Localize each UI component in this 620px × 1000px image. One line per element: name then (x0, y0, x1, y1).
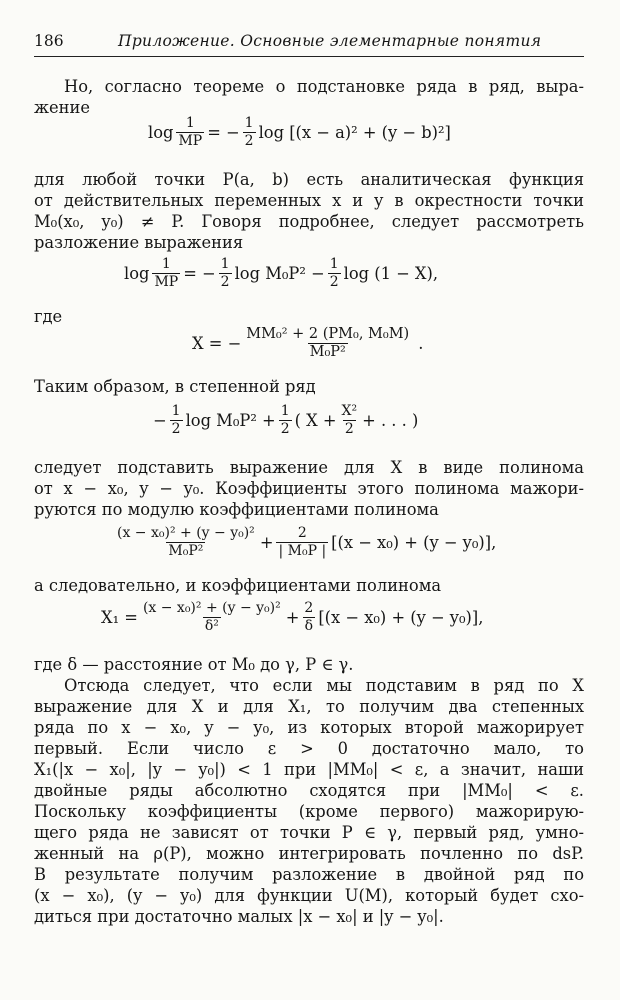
denominator: 2 (329, 274, 339, 290)
formula-text: + . . . ) (362, 411, 419, 430)
denominator: 2 (171, 421, 181, 437)
text-line: ряда по x − x₀, y − y₀, из которых второй мажорирует (34, 718, 584, 737)
text-line: разложение выражения (34, 233, 244, 252)
text-line: X₁(|x − x₀|, |y − y₀|) < 1 при |MM₀| < ε, а значит, наши (34, 760, 584, 779)
numerator: 1 (280, 403, 290, 419)
text-line: жение (34, 98, 90, 117)
numerator: 1 (329, 256, 339, 272)
text-line: (x − x₀), (y − y₀) для функции U(M), который будет схо- (34, 886, 584, 905)
formula-text: + (259, 533, 274, 552)
text-line: где (34, 307, 63, 326)
formula-text: X = − (192, 334, 242, 353)
formula-text: ( X + (294, 411, 337, 430)
running-header (34, 30, 584, 57)
denominator: | M₀P | (278, 543, 327, 559)
fraction (328, 257, 341, 290)
formula-text: − (153, 411, 167, 430)
page-number: 186 (34, 32, 64, 50)
numerator: 2 (304, 600, 314, 616)
denominator: 2 (344, 421, 354, 437)
formula-log-expansion (124, 257, 438, 290)
formula-text: log (1 − X), (343, 264, 439, 283)
fraction (302, 601, 315, 634)
denominator: MP (154, 274, 179, 290)
text-line: от действительных переменных x и y в окрестности точки (34, 191, 584, 210)
denominator: M₀P² (309, 344, 346, 360)
fraction (152, 257, 180, 290)
text-line: Таким образом, в степенной ряд (34, 377, 316, 396)
formula-text: [(x − x₀) + (y − y₀)], (331, 533, 497, 552)
denominator: MP (178, 133, 203, 149)
numerator: MM₀² + 2 (PM₀, M₀M) (246, 326, 410, 342)
text-line: от x − x₀, y − y₀. Коэффициенты этого полинома мажори- (34, 479, 584, 498)
text-line: Поскольку коэффициенты (кроме первого) мажорирую- (34, 802, 584, 821)
denominator: δ² (204, 618, 219, 634)
text-line: диться при достаточно малых |x − x₀| и |y − y₀|. (34, 907, 444, 926)
text-line: выражение для X и для X₁, то получим два степенных (34, 697, 584, 716)
fraction (219, 257, 232, 290)
denominator: δ (304, 618, 314, 634)
numerator: X² (341, 403, 358, 419)
fraction (170, 404, 183, 437)
fraction (244, 327, 411, 360)
formula-majorant-coefficients (112, 526, 496, 559)
numerator: (x − x₀)² + (y − y₀)² (142, 600, 281, 616)
fraction (340, 404, 360, 437)
formula-text: [(x − x₀) + (y − y₀)], (318, 608, 484, 627)
formula-text: X₁ = (101, 608, 138, 627)
text-line: для любой точки P(a, b) есть аналитическая функция (34, 170, 584, 189)
running-title: Приложение. Основные элементарные понятия (118, 32, 542, 50)
text-line: где δ — расстояние от M₀ до γ, P ∈ γ. (34, 655, 354, 674)
text-line: M₀(x₀, y₀) ≠ P. Говоря подробнее, следует рассмотреть (34, 212, 584, 231)
text-line: Но, согласно теореме о подстановке ряда в ряд, выра- (64, 77, 584, 96)
formula-log-mp (148, 116, 451, 149)
text-line: щего ряда не зависят от точки P ∈ γ, первый ряд, умно- (34, 823, 584, 842)
fraction (176, 116, 204, 149)
formula-text: = − (183, 264, 216, 283)
formula-text: log M₀P² + (185, 411, 276, 430)
fraction (115, 526, 257, 559)
denominator: 2 (280, 421, 290, 437)
text-line: женный на ρ(P), можно интегрировать почленно по dsP. (34, 844, 584, 863)
formula-text: + (285, 608, 300, 627)
text-line: Отсюда следует, что если мы подставим в ряд по X (64, 676, 584, 695)
formula-power-series (153, 404, 418, 437)
denominator: 2 (244, 133, 254, 149)
fraction (141, 601, 283, 634)
formula-text: log [(x − a)² + (y − b)²] (258, 123, 451, 142)
text-line: первый. Если число ε > 0 достаточно мало, то (34, 739, 584, 758)
numerator: 1 (220, 256, 230, 272)
formula-x-definition (192, 327, 423, 360)
numerator: 1 (185, 115, 195, 131)
text-line: двойные ряды абсолютно сходятся при |MM₀| < ε. (34, 781, 584, 800)
formula-text: log (124, 264, 150, 283)
fraction (276, 526, 328, 559)
text-line: следует подставить выражение для X в виде полинома (34, 458, 584, 477)
formula-x1-definition (101, 601, 483, 634)
text-line: В результате получим разложение в двойной ряд по (34, 865, 584, 884)
numerator: 1 (171, 403, 181, 419)
denominator: M₀P² (168, 543, 204, 559)
numerator: 2 (297, 525, 307, 541)
formula-text: log (148, 123, 174, 142)
fraction (279, 404, 292, 437)
text-line: а следовательно, и коэффициентами полинома (34, 576, 442, 595)
formula-text: log M₀P² − (234, 264, 325, 283)
numerator: (x − x₀)² + (y − y₀)² (117, 525, 255, 541)
numerator: 1 (161, 256, 171, 272)
text-line: руются по модулю коэффициентами полинома (34, 500, 439, 519)
numerator: 1 (244, 115, 254, 131)
formula-text: = − (207, 123, 240, 142)
formula-text: . (418, 334, 424, 353)
denominator: 2 (220, 274, 230, 290)
fraction (243, 116, 256, 149)
